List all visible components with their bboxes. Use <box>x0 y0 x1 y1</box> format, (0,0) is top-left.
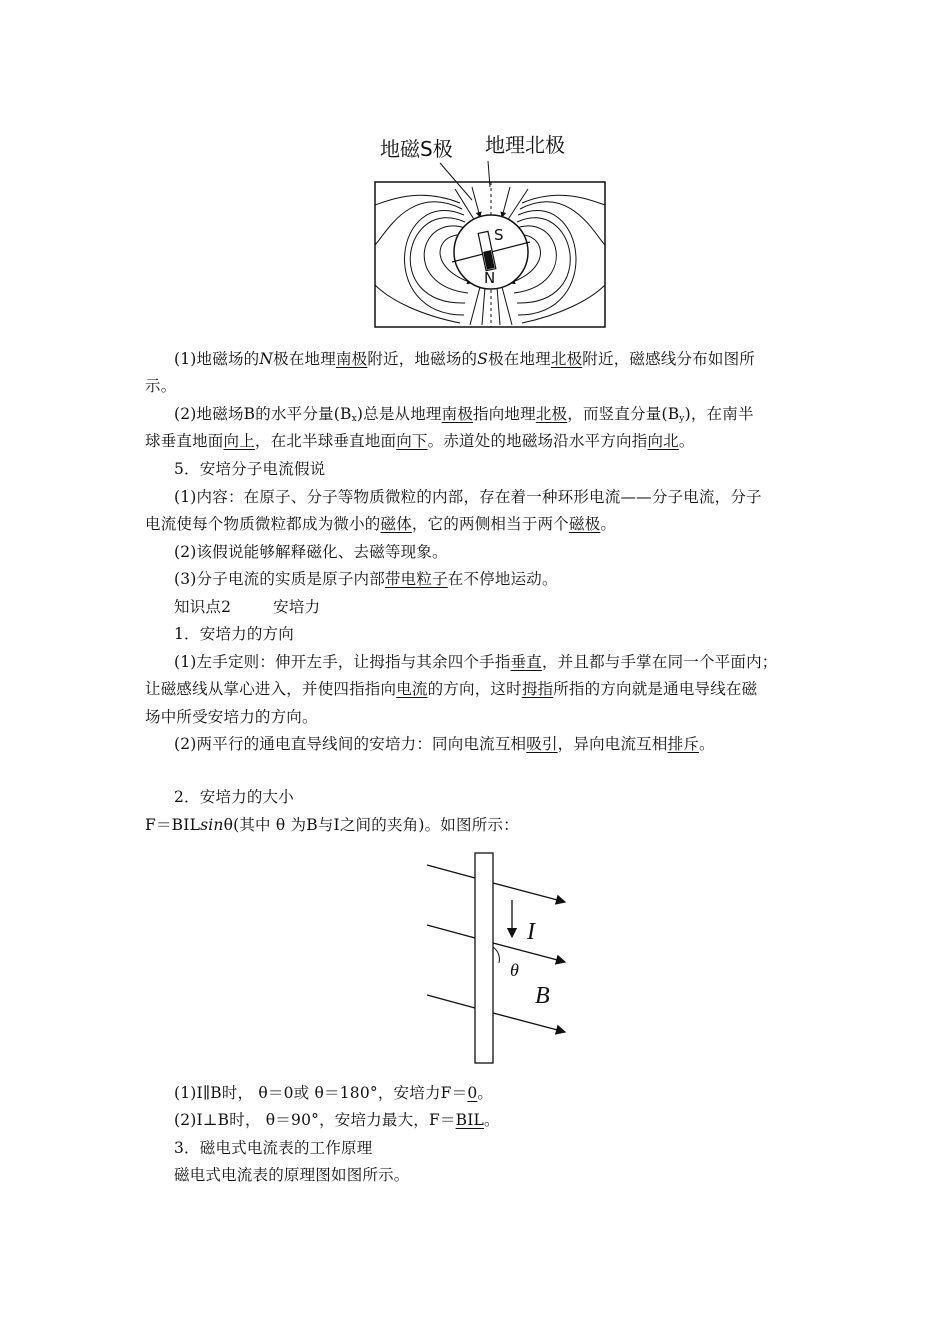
text: 极在地理 <box>273 350 336 368</box>
label-geographic-north-pole: 地理北极 <box>485 133 565 157</box>
text: 球垂直地面 <box>145 432 224 450</box>
text: ，在北半球垂直地面 <box>254 432 397 450</box>
answer-blank: 向下 <box>396 432 428 450</box>
text: (3)分子电流的实质是原子内部 <box>174 570 385 588</box>
text-sin: sin <box>200 816 224 834</box>
text: 让磁感线从掌心进入，并使四指指向 <box>145 680 397 698</box>
answer-blank: 北极 <box>535 405 568 423</box>
text: 。 <box>678 432 695 450</box>
text: (1)I∥B时， θ＝0或 θ＝180°，安培力F＝ <box>174 1084 468 1102</box>
text: 。赤道处的地磁场沿水平方向指 <box>427 432 648 450</box>
ampere-force-formula <box>145 814 519 836</box>
text: (2)I⊥B时， θ＝90°，安培力最大，F＝ <box>174 1111 456 1129</box>
label-theta: θ <box>510 960 519 980</box>
answer-blank: 磁体 <box>380 515 412 533</box>
text: 极在地理 <box>488 350 551 368</box>
letter-n: N <box>484 269 496 287</box>
text: 指向地理 <box>473 405 536 423</box>
text: (1)地磁场的 <box>174 350 260 368</box>
text: 附近，磁感线分布如图所 <box>582 350 755 368</box>
paragraph-4-1-line2: 示。 <box>145 377 177 395</box>
text: )，在南半 <box>684 405 754 423</box>
knowledge-point-2-title <box>174 596 320 618</box>
text: 。 <box>484 1111 500 1129</box>
ampere-force-direction-title: 1．安培力的方向 <box>174 625 294 643</box>
subscript: y <box>679 414 685 424</box>
left-hand-rule-line1 <box>174 651 777 673</box>
answer-blank: BIL <box>455 1111 485 1129</box>
text: 在不停地运动。 <box>447 570 558 588</box>
paragraph-5-2: (2)该假说能够解释磁化、去磁等现象。 <box>174 543 448 561</box>
leader-line-north <box>488 161 490 187</box>
text: 。 <box>600 515 617 533</box>
text: ，并且都与手掌在同一个平面内； <box>541 653 778 671</box>
case-parallel <box>174 1082 493 1104</box>
answer-blank: 垂直 <box>510 653 542 671</box>
text: ，异向电流互相 <box>557 735 668 753</box>
text: 附近，地磁场的 <box>367 350 478 368</box>
paragraph-5-3 <box>174 568 558 590</box>
current-wire <box>475 853 493 1063</box>
paragraph-5-1-line1: (1)内容：在原子、分子等物质微粒的内部，存在着一种环形电流——分子电流，分子 <box>174 488 762 506</box>
text: 电流使每个物质微粒都成为微小的 <box>145 515 381 533</box>
paragraph-4-2-line1 <box>174 403 754 430</box>
text: ，而竖直分量(B <box>567 405 680 423</box>
case-perpendicular <box>174 1109 500 1131</box>
earth-magnetic-field-figure <box>360 125 620 335</box>
paragraph-5-1-line2 <box>145 513 616 535</box>
text: 的方向，这时 <box>427 680 522 698</box>
text: 知识点2 <box>174 598 232 616</box>
text: (2)两平行的通电直导线间的安培力：同向电流互相 <box>174 735 527 753</box>
answer-blank: 吸引 <box>526 735 558 753</box>
paragraph-4-2-line2 <box>145 430 695 452</box>
left-hand-rule-line2 <box>145 678 757 700</box>
letter-s: S <box>494 226 504 244</box>
ampere-force-magnitude-title: 2．安培力的大小 <box>174 788 294 806</box>
label-i: I <box>527 919 535 945</box>
text: )总是从地理 <box>356 405 442 423</box>
text-n: N <box>259 350 274 368</box>
text: 。 <box>477 1084 494 1102</box>
answer-blank: 拇指 <box>521 680 554 698</box>
answer-blank: 向北 <box>647 432 679 450</box>
text: ，它的两侧相当于两个 <box>411 515 569 533</box>
paragraph-4-1-line1 <box>174 348 755 370</box>
section-5-title: 5．安培分子电流假说 <box>174 460 326 478</box>
text: θ(其中 θ 为B与I之间的夹角)。如图所示： <box>223 816 519 834</box>
answer-blank: 北极 <box>550 350 583 368</box>
answer-blank: 南极 <box>441 405 474 423</box>
answer-blank: 向上 <box>223 432 255 450</box>
answer-blank: 南极 <box>335 350 368 368</box>
answer-blank: 磁极 <box>568 515 601 533</box>
text: 所指的方向就是通电导线在磁 <box>553 680 758 698</box>
answer-blank: 0 <box>467 1084 478 1102</box>
angle-arc <box>493 947 499 963</box>
wire-in-field-figure <box>415 845 575 1073</box>
text: (1)左手定则：伸开左手，让拇指与其余四个手指 <box>174 653 511 671</box>
text: F＝BIL <box>145 816 201 834</box>
galvanometer-title: 3．磁电式电流表的工作原理 <box>174 1139 373 1157</box>
label-b: B <box>535 983 550 1009</box>
text: (2)地磁场B的水平分量(B <box>174 405 352 423</box>
parallel-wires-paragraph <box>174 733 715 755</box>
galvanometer-paragraph: 磁电式电流表的原理图如图所示。 <box>174 1166 410 1184</box>
label-geomagnetic-s-pole: 地磁S极 <box>380 137 453 161</box>
text: 安培力 <box>273 598 321 616</box>
answer-blank: 排斥 <box>667 735 699 753</box>
text-s: S <box>477 350 489 368</box>
answer-blank: 带电粒子 <box>384 570 448 588</box>
subscript: x <box>351 414 357 424</box>
text: 。 <box>698 735 715 753</box>
left-hand-rule-line3: 场中所受安培力的方向。 <box>145 708 318 726</box>
answer-blank: 电流 <box>396 680 428 698</box>
